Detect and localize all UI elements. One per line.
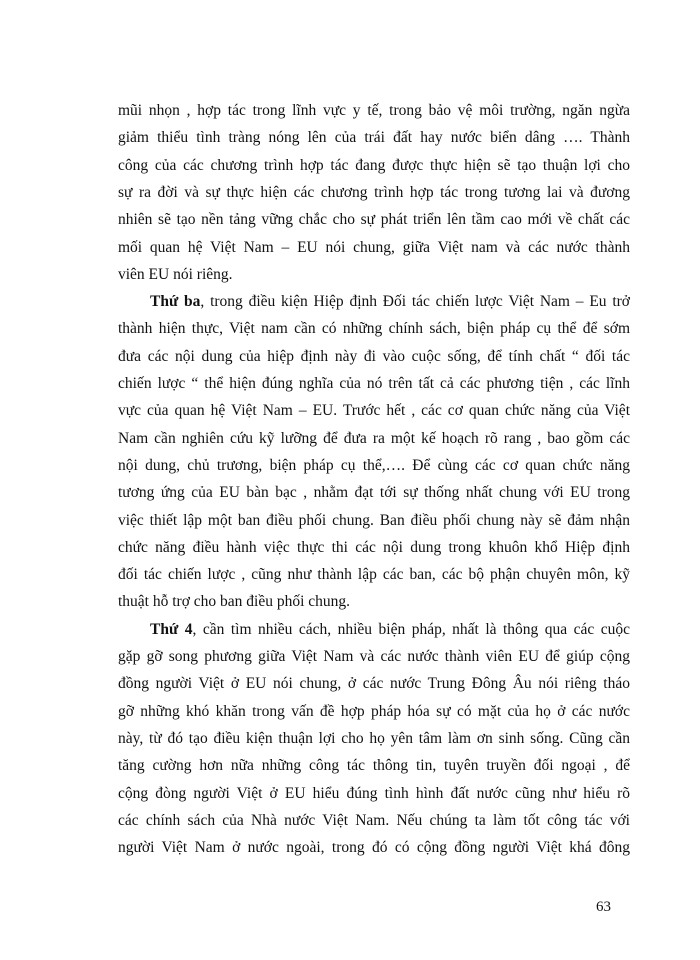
text-line: mũi nhọn , hợp tác trong lĩnh vực y tế, trong bảo vệ môi trường, ngăn ngừa: [118, 102, 630, 119]
text-line: thuật hỗ trợ cho ban điều phối chung.: [118, 593, 351, 610]
text-line: giảm thiểu tình tràng nóng lên của trái đất hay nước biển dâng …. Thành: [118, 129, 630, 146]
text-line: viên EU nói riêng.: [118, 266, 233, 283]
text-line: thành hiện thực, Việt nam cần có những chính sách, biện pháp cụ thể để sớm: [118, 320, 630, 337]
text-line: chức năng điều hành việc thực thi các nội dung trong khuôn khổ Hiệp định: [118, 539, 630, 556]
text-line: đối tác chiến lược , cũng như thành lập các ban, các bộ phận chuyên môn, kỹ: [118, 566, 630, 583]
text-line: công của các chương trình hợp tác đang được thực hiện sẽ tạo thuận lợi cho: [118, 157, 630, 174]
text-line: Thứ 4, cần tìm nhiều cách, nhiều biện pháp, nhất là thông qua các cuộc: [150, 621, 631, 638]
text-line: gặp gỡ song phương giữa Việt Nam và các nước thành viên EU để giúp cộng: [118, 648, 630, 665]
text-line: tăng cường hơn nữa những công tác thông tin, tuyên truyền đối ngoại , để: [118, 757, 630, 774]
text-line: nhiên sẽ tạo nền tảng vững chắc cho sự phát triển lên tầm cao mới về chất các: [118, 211, 630, 228]
text-line: các chính sách của Nhà nước Việt Nam. Nếu chúng ta làm tốt công tác với: [118, 812, 630, 829]
text-line: cộng đòng người Việt ở EU hiểu đúng tình hình đất nước cũng như hiểu rõ: [118, 785, 630, 802]
text-line: người Việt Nam ở nước ngoài, trong đó có cộng đồng người Việt khá đông: [118, 839, 630, 856]
text-line: này, từ đó tạo điều kiện thuận lợi cho họ yên tâm làm ơn sinh sống. Cũng cần: [118, 730, 630, 747]
page-number: 63: [596, 899, 611, 915]
section-heading: Thứ ba: [150, 293, 201, 310]
text-line: sự ra đời và sự thực hiện các chương trình hợp tác trong tương lai và đương: [118, 184, 630, 201]
text-line: đồng người Việt ở EU nói chung, ở các nước Trung Đông Âu nói riêng tháo: [118, 675, 630, 692]
text-line: vực của quan hệ Việt Nam – EU. Trước hết , các cơ quan chức năng của Việt: [118, 402, 630, 419]
text-line: Nam cần nghiên cứu kỹ lưỡng để đưa ra một kế hoạch rõ rang , bao gồm các: [118, 430, 630, 447]
text-line: nội dung, chủ trương, biện pháp cụ thể,…. Để cùng các cơ quan chức năng: [118, 457, 630, 474]
text-line: gỡ những khó khăn trong vấn đề hợp pháp hóa sự có mặt của họ ở các nước: [118, 703, 630, 720]
text-line: mối quan hệ Việt Nam – EU nói chung, giữa Việt nam và các nước thành: [118, 239, 630, 256]
text-line: việc thiết lập một ban điều phối chung. Ban điều phối chung này sẽ đảm nhận: [118, 512, 630, 529]
text-line: đưa các nội dung của hiệp định này đi vào cuộc sống, để tính chất “ đối tác: [118, 348, 630, 365]
section-heading: Thứ 4: [150, 621, 193, 638]
text-line: chiến lược “ thể hiện đúng nghĩa của nó trên tất cả các phương tiện , các lĩnh: [118, 375, 630, 392]
text-line: tương ứng của EU bàn bạc , nhằm đạt tới sự thống nhất chung với EU trong: [118, 484, 630, 501]
text-line: Thứ ba, trong điều kiện Hiệp định Đối tác chiến lược Việt Nam – Eu trở: [150, 293, 630, 310]
